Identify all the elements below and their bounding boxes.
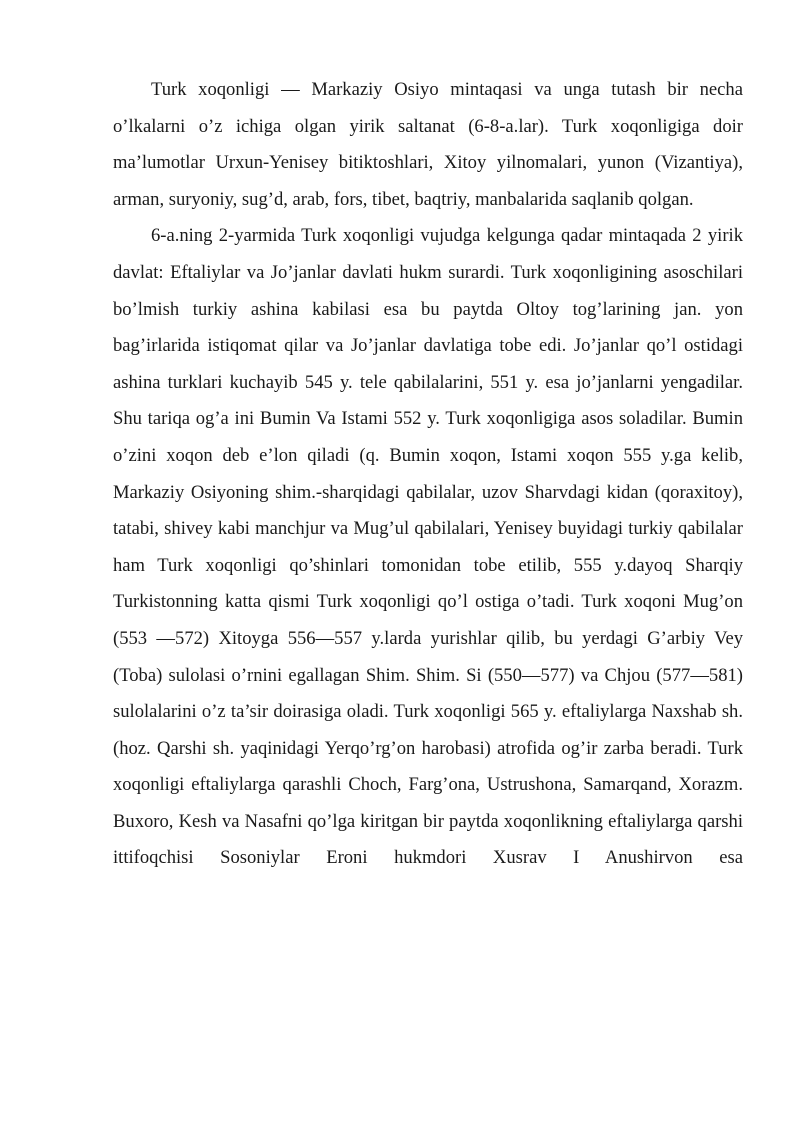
paragraph-intro: Turk xoqonligi — Markaziy Osiyo mintaqasi va unga tutash bir necha o’lkalarni o’z ichiga olgan yirik saltanat (6-8-a.lar). Turk xoqonligiga doir ma’lumotlar Urxun-Yenisey bitiktoshlari, Xitoy yilnomalari, yunon (Vizantiya), arman, suryoniy, sug’d, arab, fors, tibet, baqtriy, manbalarida saqlanib qolgan. [113, 79, 743, 210]
document-page [113, 72, 743, 877]
paragraph-history: 6-a.ning 2-yarmida Turk xoqonligi vujudga kelgunga qadar mintaqada 2 yirik davlat: Eftaliylar va Jo’janlar davlati hukm surardi. Turk xoqonligining asoschilari bo’lmish turkiy ashina kabilasi esa bu paytda Oltoy tog’larining jan. yon bag’irlarida istiqomat qilar va Jo’janlar davlatiga tobe edi. Jo’janlar qo’l ostidagi ashina turklari kuchayib 545 y. tele qabilalarini, 551 y. esa jo’janlarni yengadilar. Shu tariqa og’a ini Bumin Va Istami 552 y. Turk xoqonligiga asos soladilar. Bumin o’zini xoqon deb e’lon qiladi (q. Bumin xoqon, Istami xoqon 555 y.ga kelib, Markaziy Osiyoning shim.-sharqidagi qabilalar, uzov Sharvdagi kidan (qoraxitoy), tatabi, shivey kabi manchjur va Mug’ul qabilalari, Yenisey buyidagi turkiy qabilalar ham Turk xoqonligi qo’shinlari tomonidan tobe etilib, 555 y.dayoq Sharqiy Turkistonning katta qismi Turk xoqonligi qo’l ostiga o’tadi. Turk xoqoni Mug’on (553 —572) Xitoyga 556—557 y.larda yurishlar qilib, bu yerdagi G’arbiy Vey (Toba) sulolasi o’rnini egallagan Shim. Shim. Si (550—577) va Chjou (577—581) sulolalarini o’z ta’sir doirasiga oladi. Turk xoqonligi 565 y. eftaliylarga Naxshab sh. (hoz. Qarshi sh. yaqinidagi Yerqo’rg’on harobasi) atrofida og’ir zarba beradi. Turk xoqonligi eftaliylarga qarashli Choch, Farg’ona, Ustrushona, Samarqand, Xorazm. Buxoro, Kesh va Nasafni qo’lga kiritgan bir paytda xoqonlikning eftaliylarga qarshi ittifoqchisi Sosoniylar Eroni hukmdori Xusrav I Anushirvon esa [113, 225, 743, 869]
